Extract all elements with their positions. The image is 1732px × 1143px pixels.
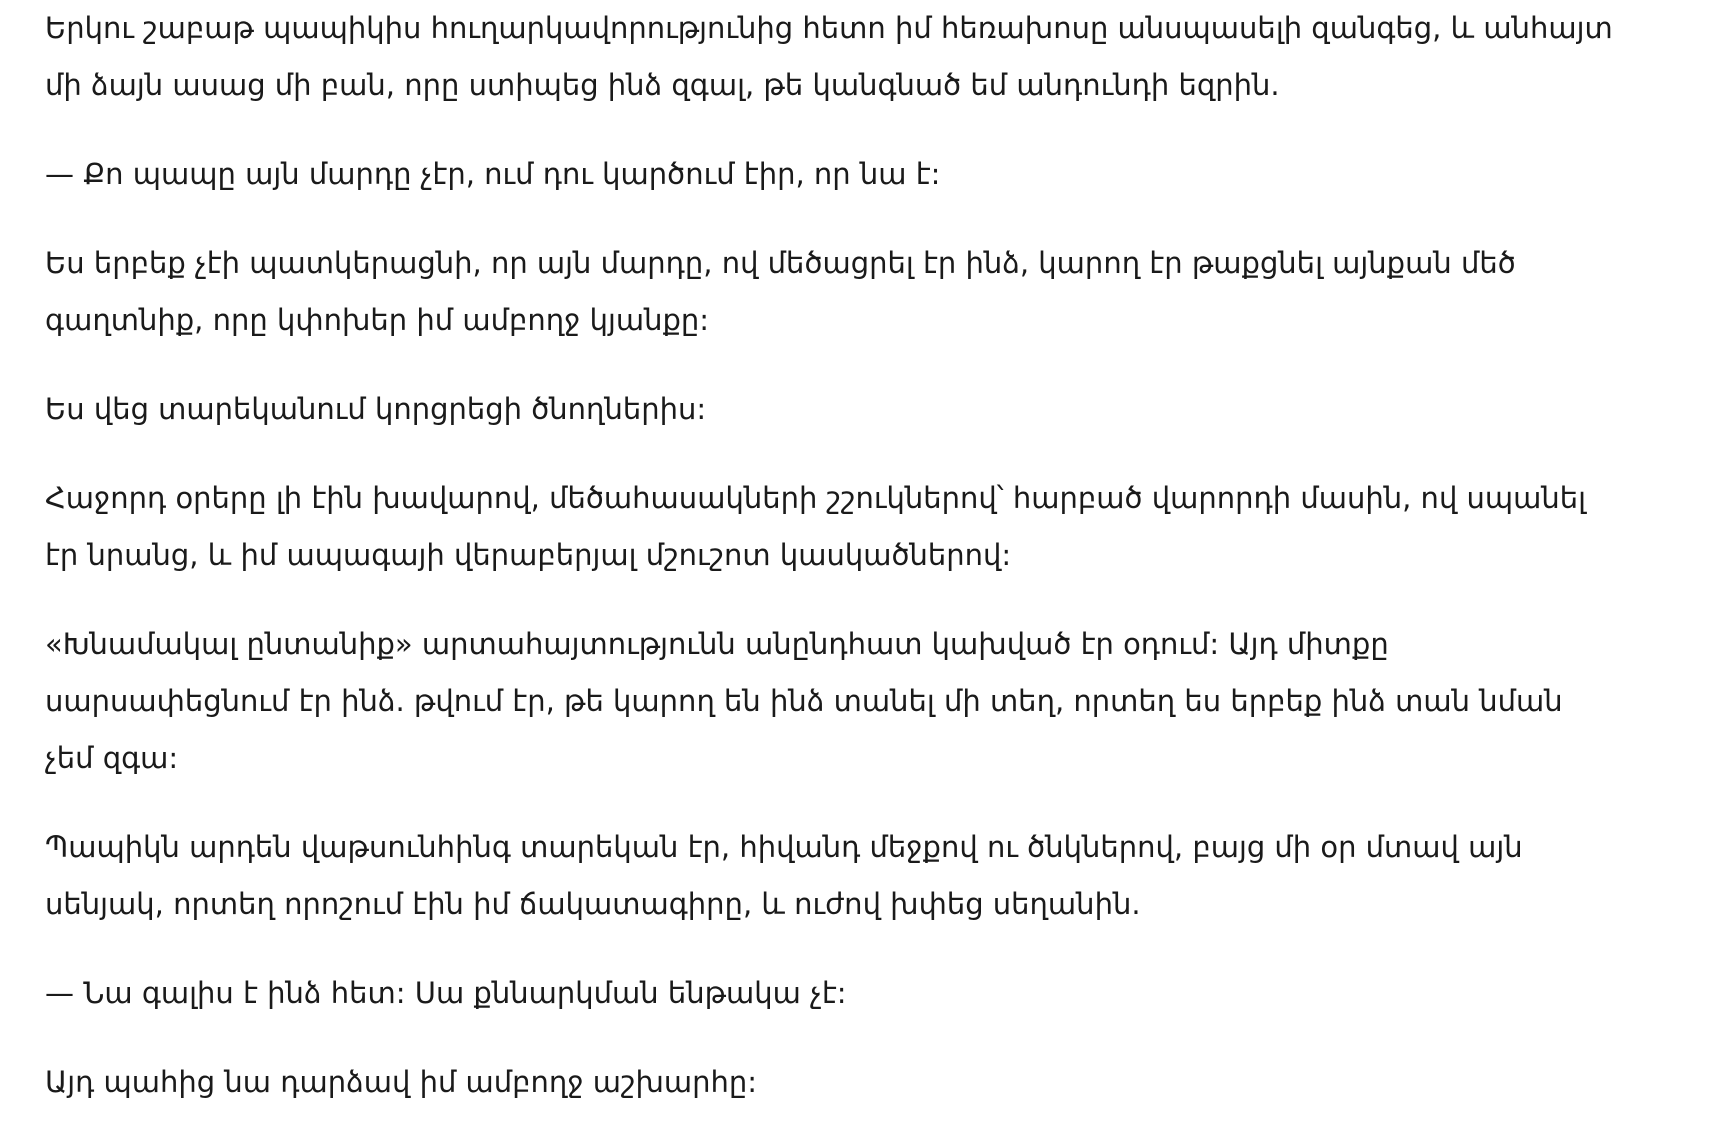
text-line: Այդ պահից նա դարձավ իմ ամբողջ աշխարհը: bbox=[45, 1065, 758, 1099]
text-line: սենյակ, որտեղ որոշում էին իմ ճակատագիրը, և ուժով խփեց սեղանին. bbox=[45, 887, 1141, 921]
text-line: գաղտնիք, որը կփոխեր իմ ամբողջ կյանքը: bbox=[45, 303, 710, 337]
text-line: չեմ զգա: bbox=[45, 741, 179, 775]
text-line: Ես երբեք չէի պատկերացնի, որ այն մարդը, ով մեծացրել էր ինձ, կարող էր թաքցնել այնքան մեծ bbox=[45, 246, 1516, 280]
article-body bbox=[45, 0, 1685, 1143]
text-line: Հաջորդ օրերը լի էին խավարով, մեծահասակների շշուկներով՝ հարբած վարորդի մասին, ով սպանել bbox=[45, 481, 1587, 515]
paragraph-7 bbox=[45, 819, 1685, 933]
text-line: էր նրանց, և իմ ապագայի վերաբերյալ մշուշոտ կասկածներով: bbox=[45, 538, 1012, 572]
paragraph-2-dialogue bbox=[45, 146, 1685, 203]
paragraph-5 bbox=[45, 470, 1685, 584]
text-line: Պապիկն արդեն վաթսունհինգ տարեկան էր, հիվանդ մեջքով ու ծնկներով, բայց մի օր մտավ այն bbox=[45, 830, 1523, 864]
text-line: սարսափեցնում էր ինձ. թվում էր, թե կարող են ինձ տանել մի տեղ, որտեղ ես երբեք ինձ տան նման bbox=[45, 684, 1563, 718]
paragraph-9 bbox=[45, 1054, 1685, 1111]
paragraph-1 bbox=[45, 0, 1685, 114]
text-line: «Խնամակալ ընտանիք» արտահայտությունն անընդհատ կախված էր օդում: Այդ միտքը bbox=[45, 627, 1389, 661]
paragraph-4 bbox=[45, 381, 1685, 438]
paragraph-6 bbox=[45, 616, 1685, 787]
text-line: Երկու շաբաթ պապիկիս հուղարկավորությունից հետո իմ հեռախոսը անսպասելի զանգեց, և անհայտ bbox=[45, 11, 1613, 45]
paragraph-8-dialogue bbox=[45, 965, 1685, 1022]
paragraph-3 bbox=[45, 235, 1685, 349]
text-line: — Նա գալիս է ինձ հետ: Սա քննարկման ենթակա չէ: bbox=[45, 976, 847, 1010]
text-line: մի ձայն ասաց մի բան, որը ստիպեց ինձ զգալ, թե կանգնած եմ անդունդի եզրին. bbox=[45, 68, 1280, 102]
text-line: — Քո պապը այն մարդը չէր, ում դու կարծում էիր, որ նա է: bbox=[45, 157, 941, 191]
text-line: Ես վեց տարեկանում կորցրեցի ծնողներիս: bbox=[45, 392, 707, 426]
